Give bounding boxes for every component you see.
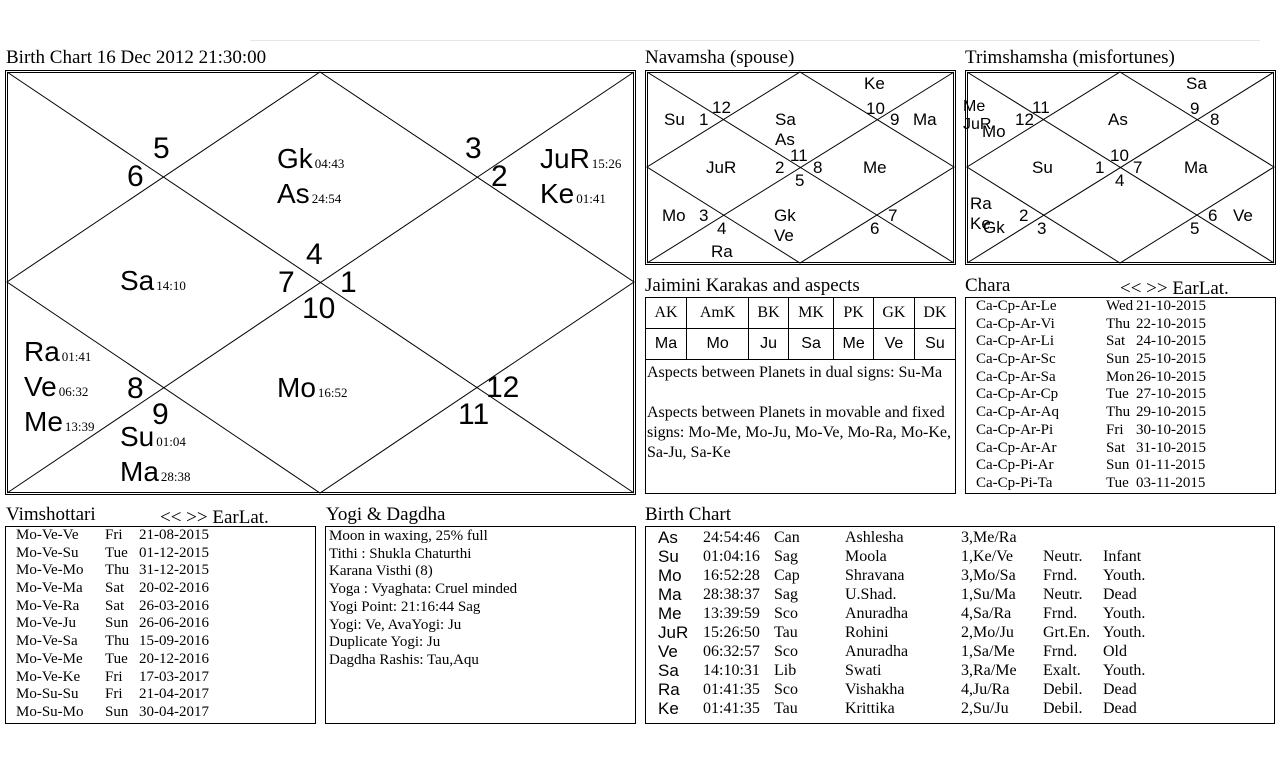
list-item <box>16 686 306 704</box>
yogi-line: Yogi: Ve, AvaYogi: Ju <box>329 616 462 633</box>
period-name: Mo-Ve-Ra <box>16 597 80 614</box>
period-day: Mon <box>1106 368 1135 385</box>
planet-label: Ma <box>913 110 937 129</box>
house-number: 7 <box>278 266 295 299</box>
house-number: 1 <box>699 110 709 129</box>
house-number: 11 <box>1032 98 1050 117</box>
birth-chart-title: Birth Chart 16 Dec 2012 21:30:00 <box>6 47 267 68</box>
sign-cell: Can <box>774 529 800 546</box>
list-item <box>16 598 306 616</box>
sign-cell: Tau <box>774 624 798 641</box>
list-item <box>976 457 1266 475</box>
yogi-line: Duplicate Yogi: Ju <box>329 634 441 651</box>
table-row <box>658 528 1268 547</box>
table-row <box>658 566 1268 585</box>
period-day: Thu <box>1106 315 1131 332</box>
planet-label: As <box>1108 110 1128 129</box>
karaka-value: Me <box>834 329 874 360</box>
degree-cell: 15:26:50 <box>703 624 760 641</box>
period-name: Mo-Ve-Ju <box>16 615 76 632</box>
yogi-line: Yoga : Vyaghata: Cruel minded <box>329 581 518 598</box>
pada-cell: 4,Sa/Ra <box>961 605 1012 622</box>
planet-label: Ra <box>711 242 733 261</box>
period-date: 29-10-2015 <box>1136 404 1206 421</box>
list-item <box>976 298 1266 316</box>
period-date: 30-04-2017 <box>139 703 209 720</box>
chara-list <box>976 298 1266 493</box>
sign-cell: Sco <box>774 643 798 660</box>
period-day: Tue <box>105 650 128 667</box>
degree-cell: 01:41:35 <box>703 681 760 698</box>
relation-cell: Grt.En. <box>1043 624 1091 641</box>
chara-title: Chara <box>965 275 1011 296</box>
sign-cell: Cap <box>774 567 800 584</box>
period-date: 26-06-2016 <box>139 615 209 632</box>
period-day: Tue <box>1106 386 1129 403</box>
planet-cell: Ve <box>658 642 678 661</box>
planet-cell: Su <box>658 547 679 566</box>
list-item <box>16 651 306 669</box>
planet-label: Mo <box>662 206 686 225</box>
planet-label: Me JuR <box>963 98 992 133</box>
nakshatra-cell: Swati <box>845 662 882 679</box>
karaka-value: Sa <box>788 329 834 360</box>
planet-label: Mo <box>982 122 1006 141</box>
period-date: 01-12-2015 <box>139 544 209 561</box>
karaka-header: MK <box>788 298 834 329</box>
period-name: Ca-Cp-Pi-Ta <box>976 474 1053 491</box>
relation-cell: Frnd. <box>1043 567 1078 584</box>
nakshatra-cell: Rohini <box>845 624 889 641</box>
period-date: 26-10-2015 <box>1136 368 1206 385</box>
planet-label: Su <box>664 110 685 129</box>
period-day: Tue <box>1106 474 1129 491</box>
table-row <box>658 680 1268 699</box>
table-row <box>658 547 1268 566</box>
period-date: 21-10-2015 <box>1136 298 1206 314</box>
nakshatra-cell: Anuradha <box>845 643 909 660</box>
house-number: 8 <box>813 158 823 177</box>
pada-cell: 3,Ra/Me <box>961 662 1017 679</box>
period-name: Ca-Cp-Ar-Sc <box>976 351 1056 368</box>
relation-cell: Neutr. <box>1043 586 1083 603</box>
chara-nav[interactable]: << >> EarLat. <box>1120 278 1229 299</box>
planet-label: Ra Ke <box>970 194 992 233</box>
relation-cell: Debil. <box>1043 681 1083 698</box>
nakshatra-cell: U.Shad. <box>845 586 897 603</box>
period-date: 20-02-2016 <box>139 580 209 597</box>
period-day: Fri <box>105 686 123 703</box>
list-item <box>976 333 1266 351</box>
state-cell: Dead <box>1103 700 1137 717</box>
house-number: 6 <box>127 160 144 193</box>
karaka-header: AK <box>646 298 687 329</box>
period-name: Ca-Cp-Ar-Vi <box>976 315 1055 332</box>
sign-cell: Sag <box>774 548 798 565</box>
planet-label: Sa As <box>775 110 796 149</box>
period-name: Ca-Cp-Ar-Pi <box>976 421 1054 438</box>
planet-as: As 24:54 <box>277 178 342 209</box>
planet-cell: Mo <box>658 566 682 585</box>
list-item <box>976 404 1266 422</box>
yogi-title: Yogi & Dagdha <box>326 504 446 525</box>
birth-table <box>658 528 1268 718</box>
period-date: 30-10-2015 <box>1136 421 1206 438</box>
state-cell: Youth. <box>1103 567 1146 584</box>
period-date: 27-10-2015 <box>1136 386 1206 403</box>
period-name: Mo-Su-Su <box>16 686 79 703</box>
house-number: 2 <box>1019 206 1029 225</box>
planet-label: Ma <box>1184 158 1208 177</box>
karakas-value-row <box>646 329 956 360</box>
planet-label: Ve <box>1233 206 1253 225</box>
yogi-line: Dagdha Rashis: Tau,Aqu <box>329 651 479 668</box>
period-name: Ca-Cp-Ar-Aq <box>976 404 1060 421</box>
planet-cell: Ra <box>658 680 680 699</box>
period-day: Thu <box>105 562 130 579</box>
pada-cell: 3,Mo/Sa <box>961 567 1016 584</box>
relation-cell: Debil. <box>1043 700 1083 717</box>
sign-cell: Sco <box>774 681 798 698</box>
period-date: 15-09-2016 <box>139 633 209 650</box>
state-cell: Infant <box>1103 548 1142 565</box>
house-number: 10 <box>866 99 885 118</box>
period-day: Sat <box>105 597 125 614</box>
relation-cell: Frnd. <box>1043 643 1078 660</box>
table-row <box>658 604 1268 623</box>
house-number: 6 <box>1208 206 1218 225</box>
period-date: 25-10-2015 <box>1136 351 1206 368</box>
house-number: 4 <box>1115 171 1125 190</box>
vimshottari-title: Vimshottari <box>6 504 96 525</box>
navamsha-title: Navamsha (spouse) <box>645 47 795 68</box>
period-date: 26-03-2016 <box>139 597 209 614</box>
period-name: Mo-Ve-Ke <box>16 668 81 685</box>
list-item <box>16 669 306 687</box>
nakshatra-cell: Ashlesha <box>845 529 904 546</box>
degree-cell: 24:54:46 <box>703 529 760 546</box>
list-item <box>16 704 306 722</box>
karaka-value: Ju <box>749 329 789 360</box>
house-number: 4 <box>306 238 323 271</box>
table-row <box>658 623 1268 642</box>
table-row <box>658 661 1268 680</box>
planet-jur: JuR 15:26 <box>540 143 622 174</box>
house-number: 5 <box>153 132 170 165</box>
period-date: 31-10-2015 <box>1136 439 1206 456</box>
list-item <box>976 386 1266 404</box>
list-item <box>976 475 1266 493</box>
house-number: 1 <box>340 266 357 299</box>
aspects-dual-text: Aspects between Planets in dual signs: Su-Ma <box>647 364 943 381</box>
house-number: 3 <box>465 132 482 165</box>
planet-me: Me 13:39 <box>24 406 95 437</box>
list-item <box>976 369 1266 387</box>
period-name: Mo-Ve-Ve <box>16 527 79 543</box>
house-number: 2 <box>491 160 508 193</box>
house-number: 8 <box>127 372 144 405</box>
period-day: Fri <box>105 527 123 543</box>
planet-cell: JuR <box>658 623 689 642</box>
period-date: 24-10-2015 <box>1136 333 1206 350</box>
house-number: 8 <box>1210 110 1220 129</box>
house-number: 10 <box>1110 146 1129 165</box>
period-date: 21-04-2017 <box>139 686 209 703</box>
period-date: 21-08-2015 <box>139 527 209 543</box>
birth-table-title: Birth Chart <box>645 504 732 525</box>
list-item <box>976 316 1266 334</box>
period-name: Mo-Ve-Sa <box>16 633 78 650</box>
planet-su: Su 01:04 <box>120 421 186 452</box>
degree-cell: 01:04:16 <box>703 548 760 565</box>
karaka-header: PK <box>834 298 874 329</box>
period-day: Wed <box>1106 298 1134 314</box>
house-number: 4 <box>717 219 727 238</box>
karaka-value: Su <box>914 329 955 360</box>
planet-cell: Me <box>658 604 682 623</box>
nakshatra-cell: Krittika <box>845 700 895 717</box>
table-row <box>658 585 1268 604</box>
period-day: Sun <box>105 703 129 720</box>
period-name: Ca-Cp-Ar-Ar <box>976 439 1057 456</box>
house-number: 3 <box>699 206 709 225</box>
karaka-value: Ve <box>873 329 914 360</box>
karaka-header: DK <box>914 298 955 329</box>
period-day: Sun <box>105 615 129 632</box>
house-number: 5 <box>1190 219 1200 238</box>
nakshatra-cell: Moola <box>845 548 887 565</box>
planet-cell: As <box>658 528 678 547</box>
jaimini-title: Jaimini Karakas and aspects <box>645 275 860 296</box>
list-item <box>16 527 306 545</box>
planet-ma: Ma 28:38 <box>120 456 191 487</box>
period-day: Sat <box>1106 333 1126 350</box>
relation-cell: Neutr. <box>1043 548 1083 565</box>
state-cell: Dead <box>1103 586 1137 603</box>
period-day: Fri <box>1106 421 1124 438</box>
karaka-header: GK <box>873 298 914 329</box>
aspects-movable-text: Aspects between Planets in movable and fixed signs: Mo-Me, Mo-Ju, Mo-Ve, Mo-Ra, Mo-Ke, Sa-Ju, Sa-Ke <box>647 404 951 461</box>
list-item <box>16 545 306 563</box>
period-date: 20-12-2016 <box>139 650 209 667</box>
nakshatra-cell: Shravana <box>845 567 905 584</box>
state-cell: Youth. <box>1103 662 1146 679</box>
sign-cell: Lib <box>774 662 797 679</box>
nakshatra-cell: Vishakha <box>845 681 905 698</box>
pada-cell: 4,Ju/Ra <box>961 681 1010 698</box>
table-row <box>658 642 1268 661</box>
nakshatra-cell: Anuradha <box>845 605 909 622</box>
vimshottari-list <box>16 527 306 722</box>
karaka-value: Mo <box>687 329 749 360</box>
relation-cell: Frnd. <box>1043 605 1078 622</box>
planet-label: Ke <box>864 74 885 93</box>
house-number: 9 <box>890 110 900 129</box>
planet-label: Su <box>1032 158 1053 177</box>
period-day: Sat <box>105 580 125 597</box>
yogi-line: Karana Visthi (8) <box>329 563 433 580</box>
period-name: Mo-Ve-Su <box>16 544 79 561</box>
period-day: Thu <box>105 633 130 650</box>
house-number: 11 <box>790 146 808 165</box>
planet-ve: Ve 06:32 <box>24 371 89 402</box>
period-name: Ca-Cp-Ar-Le <box>976 298 1057 314</box>
period-name: Ca-Cp-Pi-Ar <box>976 457 1054 474</box>
pada-cell: 1,Sa/Me <box>961 643 1015 660</box>
degree-cell: 14:10:31 <box>703 662 760 679</box>
sign-cell: Tau <box>774 700 798 717</box>
house-number: 5 <box>795 171 805 190</box>
period-name: Ca-Cp-Ar-Cp <box>976 386 1059 403</box>
house-number: 9 <box>152 398 169 431</box>
list-item <box>16 633 306 651</box>
house-number: 3 <box>1037 219 1047 238</box>
state-cell: Youth. <box>1103 624 1146 641</box>
planet-gk: Gk 04:43 <box>277 143 345 174</box>
sign-cell: Sag <box>774 586 798 603</box>
pada-cell: 3,Me/Ra <box>961 529 1017 546</box>
pada-cell: 1,Su/Ma <box>961 586 1016 603</box>
degree-cell: 13:39:59 <box>703 605 760 622</box>
pada-cell: 1,Ke/Ve <box>961 548 1013 565</box>
planet-ra: Ra 01:41 <box>24 336 92 367</box>
period-date: 01-11-2015 <box>1136 457 1206 474</box>
state-cell: Youth. <box>1103 605 1146 622</box>
yogi-line: Tithi : Shukla Chaturthi <box>329 545 472 562</box>
state-cell: Dead <box>1103 681 1137 698</box>
karaka-header: BK <box>749 298 789 329</box>
degree-cell: 06:32:57 <box>703 643 760 660</box>
yogi-line: Yogi Point: 21:16:44 Sag <box>329 598 481 615</box>
house-number: 2 <box>775 158 785 177</box>
period-day: Sun <box>1106 457 1130 474</box>
planet-label: JuR <box>706 158 737 177</box>
period-day: Sun <box>1106 351 1130 368</box>
house-number: 12 <box>1015 110 1034 129</box>
period-date: 22-10-2015 <box>1136 315 1206 332</box>
list-item <box>976 351 1266 369</box>
planet-label: Gk <box>983 218 1005 237</box>
period-name: Ca-Cp-Ar-Sa <box>976 368 1056 385</box>
period-name: Mo-Ve-Me <box>16 650 83 667</box>
house-number: 10 <box>302 292 336 325</box>
trimshamsha-title: Trimshamsha (misfortunes) <box>965 47 1175 68</box>
planet-cell: Sa <box>658 661 679 680</box>
planet-label: Sa <box>1186 74 1207 93</box>
planet-label: Gk Ve <box>774 206 796 245</box>
house-number: 6 <box>870 219 880 238</box>
planet-ke: Ke 01:41 <box>540 178 606 209</box>
planet-cell: Ma <box>658 585 682 604</box>
house-number: 9 <box>1190 99 1200 118</box>
degree-cell: 28:38:37 <box>703 586 760 603</box>
period-name: Mo-Ve-Mo <box>16 562 84 579</box>
house-number: 7 <box>1133 158 1143 177</box>
planet-label: Me <box>863 158 887 177</box>
list-item <box>976 422 1266 440</box>
period-date: 17-03-2017 <box>139 668 209 685</box>
list-item <box>16 562 306 580</box>
house-number: 11 <box>458 398 490 431</box>
list-item <box>16 615 306 633</box>
period-name: Mo-Su-Mo <box>16 703 84 720</box>
period-date: 03-11-2015 <box>1136 474 1206 491</box>
period-day: Sat <box>1106 439 1126 456</box>
house-number: 1 <box>1095 158 1105 177</box>
list-item <box>16 580 306 598</box>
pada-cell: 2,Su/Ju <box>961 700 1009 717</box>
sign-cell: Sco <box>774 605 798 622</box>
table-row <box>658 699 1268 718</box>
degree-cell: 01:41:35 <box>703 700 760 717</box>
karaka-value: Ma <box>646 329 687 360</box>
period-day: Fri <box>105 668 123 685</box>
house-number: 12 <box>712 98 731 117</box>
pada-cell: 2,Mo/Ju <box>961 624 1014 641</box>
yogi-lines <box>329 528 517 670</box>
vimshottari-nav[interactable]: << >> EarLat. <box>160 507 269 528</box>
karakas-table <box>645 297 956 360</box>
period-day: Thu <box>1106 404 1131 421</box>
state-cell: Old <box>1103 643 1127 660</box>
house-number: 7 <box>888 206 898 225</box>
karakas-header-row <box>646 298 956 329</box>
planet-cell: Ke <box>658 699 679 718</box>
karaka-header: AmK <box>687 298 749 329</box>
house-number: 12 <box>486 371 520 404</box>
period-date: 31-12-2015 <box>139 562 209 579</box>
planet-sa: Sa 14:10 <box>120 265 186 296</box>
yogi-line: Moon in waxing, 25% full <box>329 528 488 544</box>
degree-cell: 16:52:28 <box>703 567 760 584</box>
list-item <box>976 440 1266 458</box>
period-name: Ca-Cp-Ar-Li <box>976 333 1055 350</box>
relation-cell: Exalt. <box>1043 662 1081 679</box>
period-day: Tue <box>105 544 128 561</box>
period-name: Mo-Ve-Ma <box>16 580 83 597</box>
planet-mo: Mo 16:52 <box>277 372 348 403</box>
